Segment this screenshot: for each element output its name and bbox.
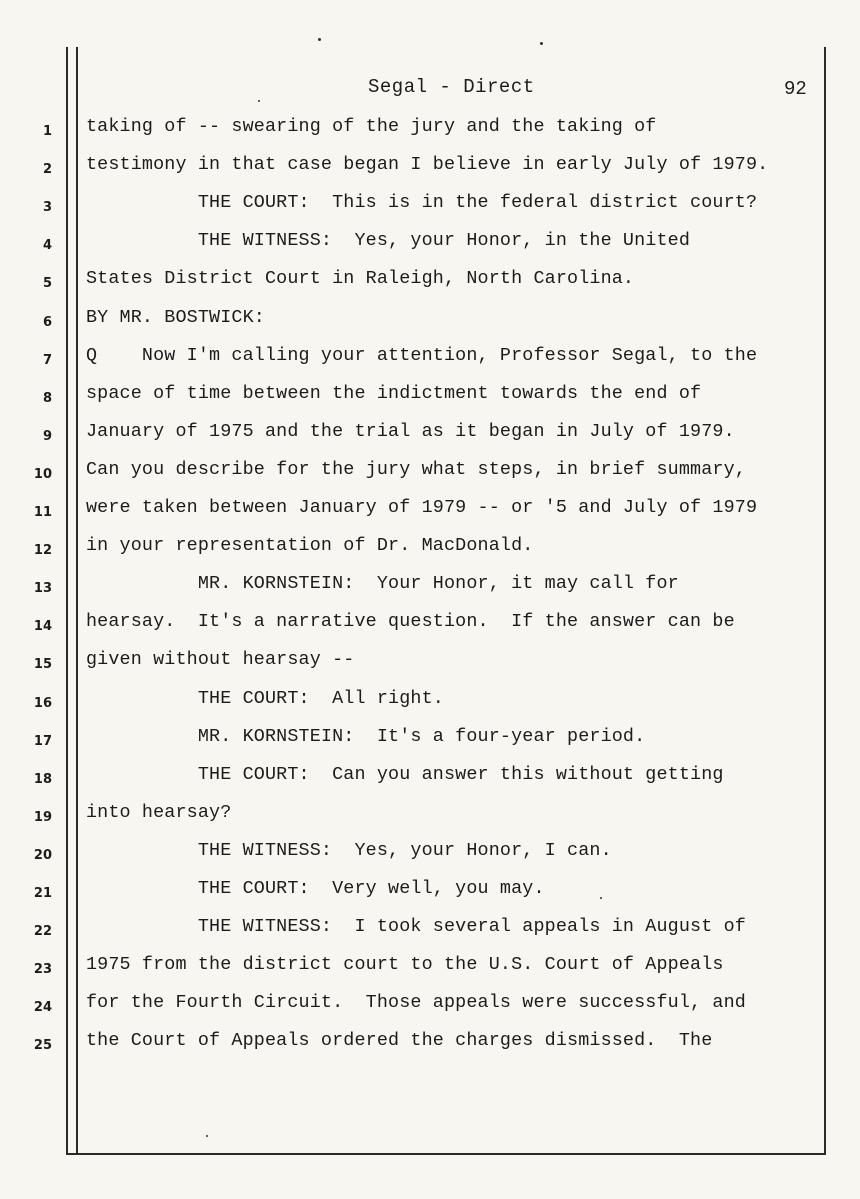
line-text: THE WITNESS: Yes, your Honor, in the United xyxy=(86,230,691,252)
transcript-line xyxy=(0,230,860,260)
line-text: hearsay. It's a narrative question. If the answer can be xyxy=(86,611,735,633)
line-text: January of 1975 and the trial as it began in July of 1979. xyxy=(86,420,735,442)
transcript-line xyxy=(0,1030,860,1060)
line-number: 13 xyxy=(33,581,52,597)
line-text: in your representation of Dr. MacDonald. xyxy=(86,535,534,557)
transcript-line xyxy=(0,345,860,375)
transcript-line xyxy=(0,307,860,337)
scan-speck xyxy=(600,897,602,899)
line-text: 1975 from the district court to the U.S. Court of Appeals xyxy=(86,954,724,976)
transcript-line xyxy=(0,992,860,1022)
scan-speck xyxy=(318,38,321,41)
line-text: Can you describe for the jury what steps, in brief summary, xyxy=(86,458,746,480)
transcript-line xyxy=(0,192,860,222)
line-text: THE COURT: Can you answer this without getting xyxy=(86,763,724,785)
line-number: 11 xyxy=(33,505,52,520)
line-text: given without hearsay -- xyxy=(86,649,355,671)
transcript-line xyxy=(0,459,860,489)
line-text: space of time between the indictment towards the end of xyxy=(86,382,702,404)
transcript-line xyxy=(0,916,860,946)
line-number: 8 xyxy=(42,390,52,406)
line-text: BY MR. BOSTWICK: xyxy=(86,306,265,328)
line-number: 3 xyxy=(42,200,52,216)
line-number: 20 xyxy=(33,847,52,863)
transcript-line xyxy=(0,116,860,146)
line-number: 6 xyxy=(42,314,52,330)
transcript-line xyxy=(0,268,860,298)
transcript-line xyxy=(0,535,860,565)
line-text: THE COURT: This is in the federal district court? xyxy=(86,192,758,214)
line-text: Q Now I'm calling your attention, Professor Segal, to the xyxy=(86,344,758,366)
line-text: MR. KORNSTEIN: It's a four-year period. xyxy=(86,725,646,747)
line-text: for the Fourth Circuit. Those appeals were successful, and xyxy=(86,992,746,1014)
line-text: into hearsay? xyxy=(86,801,232,823)
line-number: 22 xyxy=(33,924,52,940)
transcript-line xyxy=(0,611,860,641)
line-number: 17 xyxy=(33,733,52,749)
transcript-line xyxy=(0,878,860,908)
line-number: 14 xyxy=(33,619,52,635)
line-text: THE WITNESS: I took several appeals in August of xyxy=(86,916,746,938)
transcript-line xyxy=(0,154,860,184)
transcript-line xyxy=(0,383,860,413)
transcript-line xyxy=(0,954,860,984)
line-number: 16 xyxy=(33,695,52,711)
line-number: 25 xyxy=(33,1038,52,1054)
transcript-line xyxy=(0,802,860,832)
scan-speck xyxy=(540,42,543,45)
transcript-line xyxy=(0,840,860,870)
line-number: 23 xyxy=(33,962,52,978)
line-number: 21 xyxy=(33,886,52,901)
line-text: were taken between January of 1979 -- or '5 and July of 1979 xyxy=(86,497,758,518)
transcript-line xyxy=(0,421,860,451)
line-text: States District Court in Raleigh, North Carolina. xyxy=(86,268,635,290)
line-number: 12 xyxy=(33,543,52,559)
line-number: 2 xyxy=(42,162,52,178)
line-text: THE WITNESS: Yes, your Honor, I can. xyxy=(86,839,612,861)
transcript-line xyxy=(0,764,860,794)
line-number: 18 xyxy=(33,771,52,787)
line-number: 10 xyxy=(33,466,52,482)
line-number: 19 xyxy=(33,809,52,825)
line-text: testimony in that case began I believe in early July of 1979. xyxy=(86,154,769,176)
line-number: 5 xyxy=(42,276,52,292)
line-number: 15 xyxy=(33,657,52,673)
transcript-line xyxy=(0,497,860,527)
line-number: 1 xyxy=(42,124,52,139)
line-text: MR. KORNSTEIN: Your Honor, it may call for xyxy=(86,573,679,595)
scan-speck xyxy=(258,100,260,102)
line-text: THE COURT: All right. xyxy=(86,687,444,709)
transcript-line xyxy=(0,688,860,718)
line-text: taking of -- swearing of the jury and the taking of xyxy=(86,116,657,137)
line-number: 9 xyxy=(42,428,52,444)
transcript-line xyxy=(0,649,860,679)
transcript-line xyxy=(0,573,860,603)
line-number: 7 xyxy=(42,352,52,368)
transcript-line xyxy=(0,726,860,756)
page-number: 92 xyxy=(784,78,807,100)
line-text: THE COURT: Very well, you may. xyxy=(86,878,545,899)
line-text: the Court of Appeals ordered the charges dismissed. The xyxy=(86,1030,713,1052)
line-number: 24 xyxy=(33,1000,52,1016)
header-title: Segal - Direct xyxy=(368,76,535,98)
scan-speck xyxy=(206,1135,208,1137)
line-number: 4 xyxy=(42,238,52,254)
